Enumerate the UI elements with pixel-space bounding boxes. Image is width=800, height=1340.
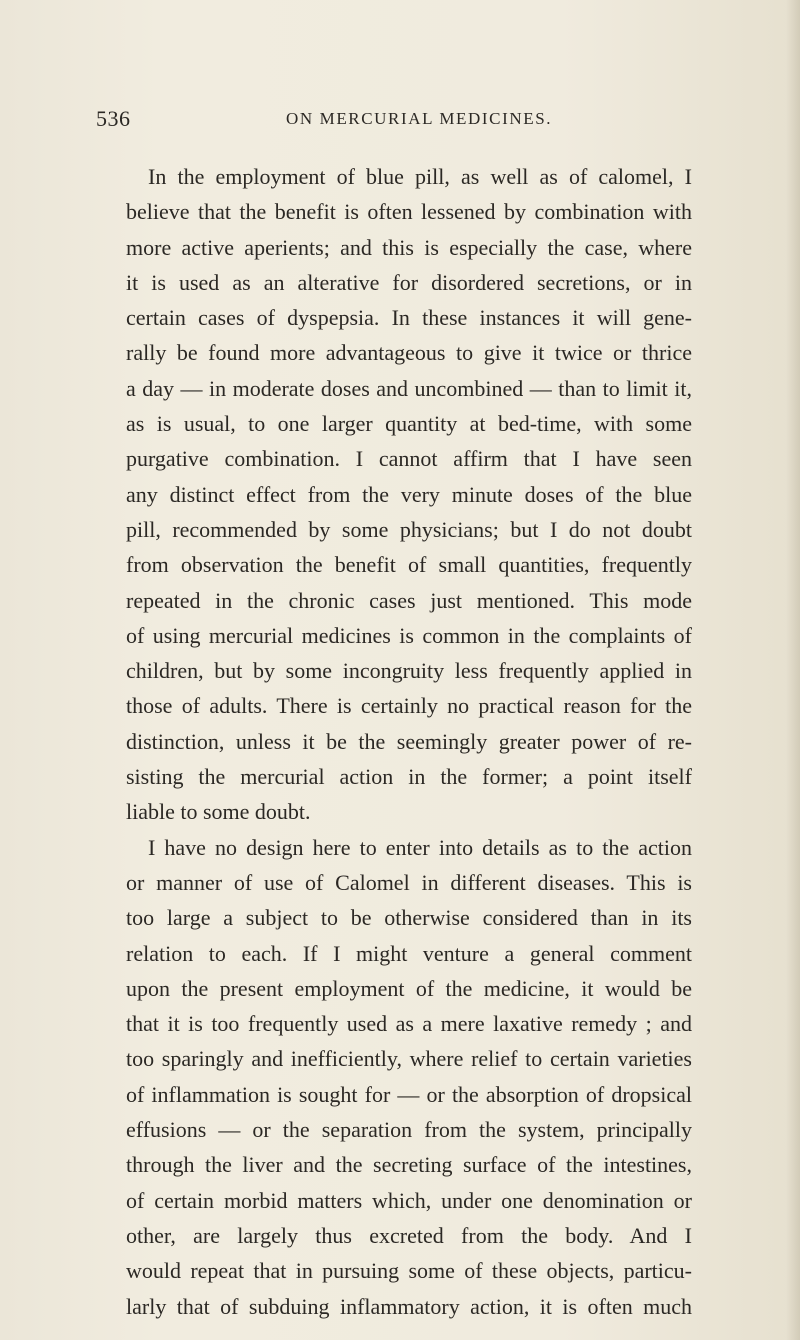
text-line: In the employment of blue pill, as well as of calomel, I bbox=[148, 164, 692, 189]
text-line: liable to some doubt. bbox=[126, 799, 311, 825]
text-line: that it is too frequently used as a mere laxative remedy ; and bbox=[126, 1011, 692, 1037]
text-line: it is used as an alterative for disordered secretions, or in bbox=[126, 269, 692, 295]
text-line: pill, recommended by some physicians; but I do not doubt bbox=[126, 516, 692, 542]
text-line: those of adults. There is certainly no practical reason for the bbox=[126, 693, 692, 719]
text-line: through the liver and the secreting surface of the intestines, bbox=[126, 1152, 692, 1178]
text-line: larly that of subduing inflammatory action, it is often much bbox=[126, 1293, 692, 1319]
page-edge-shadow bbox=[786, 0, 800, 1340]
text-line: certain cases of dyspepsia. In these instances it will gene- bbox=[126, 305, 692, 331]
text-line: from observation the benefit of small quantities, frequently bbox=[126, 552, 692, 578]
text-line: distinction, unless it be the seemingly greater power of re- bbox=[126, 728, 692, 754]
body-text bbox=[126, 159, 692, 1324]
text-line: more active aperients; and this is especially the case, where bbox=[126, 234, 692, 260]
text-line: rally be found more advantageous to give it twice or thrice bbox=[126, 340, 692, 366]
text-line: sisting the mercurial action in the former; a point itself bbox=[126, 764, 692, 790]
text-line: repeated in the chronic cases just mentioned. This mode bbox=[126, 587, 692, 613]
text-line: upon the present employment of the medicine, it would be bbox=[126, 975, 692, 1001]
text-line: a day — in moderate doses and uncombined — than to limit it, bbox=[126, 375, 692, 401]
text-line: of using mercurial medicines is common in the complaints of bbox=[126, 622, 692, 648]
running-head: ON MERCURIAL MEDICINES. bbox=[286, 109, 553, 128]
text-line: purgative combination. I cannot affirm that I have seen bbox=[126, 446, 692, 472]
page-number: 536 bbox=[96, 106, 131, 131]
text-line: any distinct effect from the very minute doses of the blue bbox=[126, 481, 692, 507]
text-line: relation to each. If I might venture a general comment bbox=[126, 940, 692, 966]
text-line: too large a subject to be otherwise considered than in its bbox=[126, 905, 692, 931]
text-line: other, are largely thus excreted from the body. And I bbox=[126, 1222, 692, 1248]
text-line: believe that the benefit is often lessened by combination with bbox=[126, 199, 692, 225]
text-line: as is usual, to one larger quantity at bed-time, with some bbox=[126, 411, 692, 437]
text-line: of inflammation is sought for — or the absorption of dropsical bbox=[126, 1081, 692, 1107]
text-line: of certain morbid matters which, under one denomination or bbox=[126, 1187, 692, 1213]
text-line: effusions — or the separation from the system, principally bbox=[126, 1117, 692, 1143]
text-line: or manner of use of Calomel in different diseases. This is bbox=[126, 869, 692, 895]
page-header bbox=[96, 106, 716, 136]
text-line: too sparingly and inefficiently, where relief to certain varieties bbox=[126, 1046, 692, 1072]
text-line: I have no design here to enter into details as to the action bbox=[148, 834, 692, 860]
text-line: would repeat that in pursuing some of these objects, particu- bbox=[126, 1258, 692, 1284]
text-line: children, but by some incongruity less frequently applied in bbox=[126, 658, 692, 684]
